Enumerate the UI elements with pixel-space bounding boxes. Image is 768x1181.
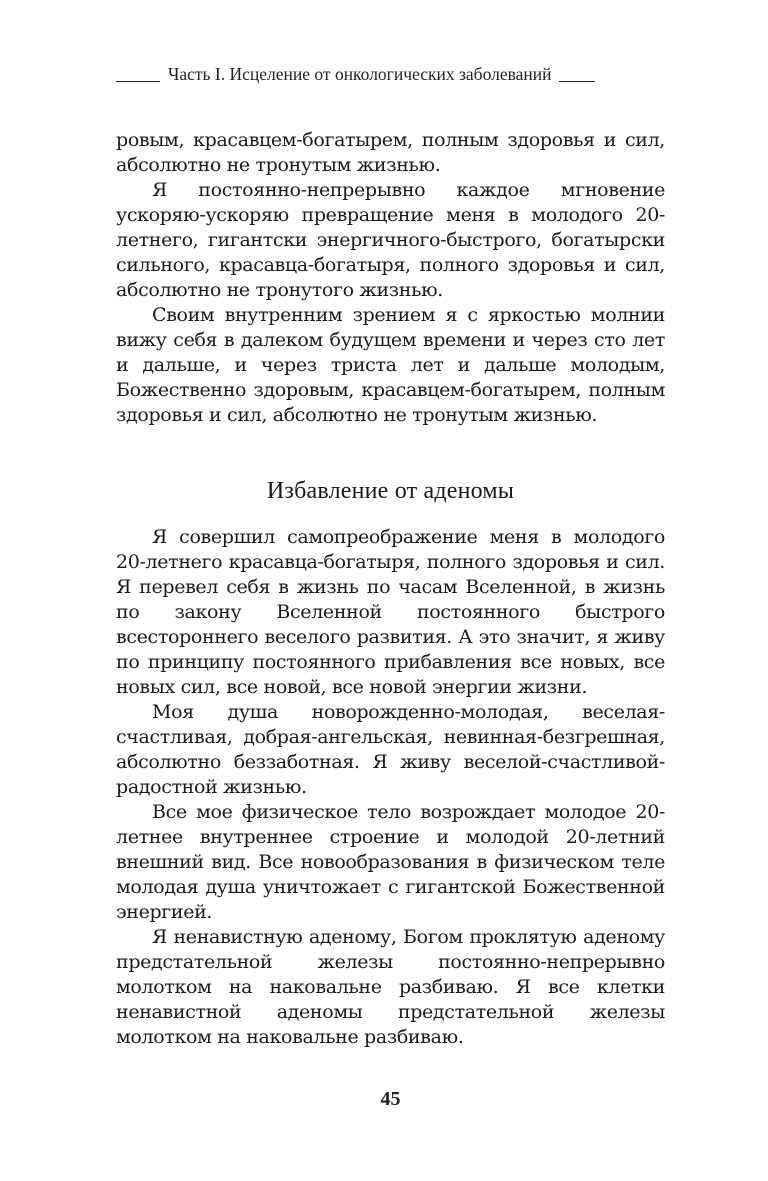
paragraph: Все мое физическое тело возрождает молодое 20-летнее внутреннее строение и молодой 20-летний внешний вид. Все новообразования в физическом теле молодая душа уничтожает с гигантской Божественной энергией.: [116, 801, 665, 923]
paragraph: ровым, красавцем-богатырем, полным здоровья и сил, абсолютно не тронутым жизнью.: [116, 129, 665, 176]
header-rule-right: [559, 81, 595, 82]
paragraph: Я совершил самопреображение меня в молодого 20-летнего красавца-богатыря, полного здоровья и сил. Я перевел себя в жизнь по часам Вселенной, в жизнь по закону Вселенной постоянного быстрого всестороннего веселого развития. А это значит, я живу по принципу постоянного прибавления все новых, все новых сил, все новой, все новой энергии жизни.: [116, 526, 665, 698]
paragraph: Моя душа новорожденно-молодая, веселая-счастливая, добрая-ангельская, невинная-безгрешная, абсолютно беззаботная. Я живу веселой-счастливой-радостной жизнью.: [116, 701, 665, 798]
running-header: [116, 64, 664, 85]
header-rule-left: [116, 81, 160, 82]
section-1-body: [116, 128, 665, 428]
paragraph: Я постоянно-непрерывно каждое мгновение ускоряю-ускоряю превращение меня в молодого 20-летнего, гигантски энергичного-быстрого, богатырски сильного, красавца-богатыря, полного здоровья и сил, абсолютно не тронутого жизнью.: [116, 179, 665, 301]
running-title: Часть I. Исцеление от онкологических заболеваний: [168, 64, 552, 84]
paragraph: Своим внутренним зрением я с яркостью молнии вижу себя в далеком будущем времени и через сто лет и дальше, и через триста лет и дальше молодым, Божественно здоровым, красавцем-богатырем, полным здоровья и сил, абсолютно не тронутым жизнью.: [116, 304, 665, 426]
section-2-body: [116, 525, 665, 1050]
section-heading: Избавление от аденомы: [266, 478, 515, 504]
page-number: 45: [380, 1088, 401, 1110]
paragraph: Я ненавистную аденому, Богом проклятую аденому предстательной железы постоянно-непрерывно молотком на наковальне разбиваю. Я все клетки ненавистной аденомы предстательной железы молотком на наковальне разбиваю.: [116, 926, 665, 1048]
